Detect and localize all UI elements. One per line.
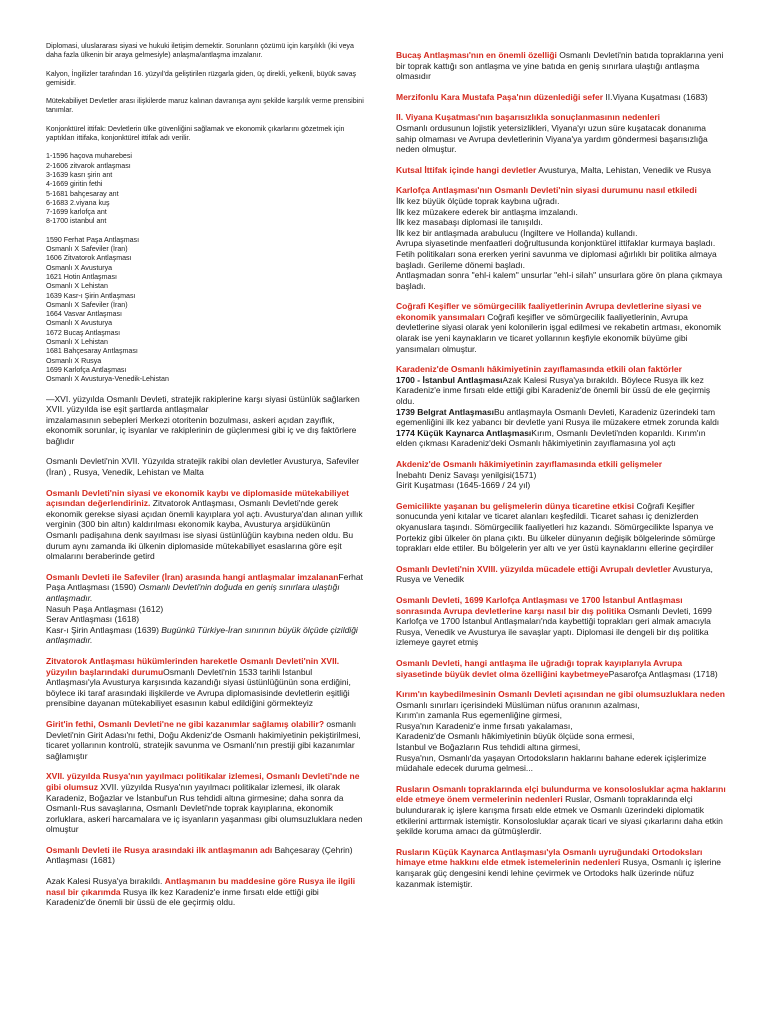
chronology-list <box>46 152 364 226</box>
paragraph <box>46 656 364 709</box>
section-zitvatorok-status <box>46 656 364 709</box>
list-item: 1621 Hotin Antlaşması <box>46 272 117 281</box>
section-body: Osmanlı Devleti, 1699 Karlofça ve 1700 İstanbul Antlaşmaları'nda kaybettiği toprakları geri almak amacıyla Rusya, Venedik ve Avusturya ile savaşlar yaptı. Diplomasi ile dengeli bir dış politika izlemeye gayret etmiş <box>396 605 712 648</box>
section-heading: Osmanlı Devleti ile Rusya arasındaki ilk antlaşmanın adı <box>46 844 273 855</box>
section-foreign-policy <box>396 595 726 648</box>
list-item: 2-1606 zitvarok antlaşması <box>46 161 131 170</box>
section-body: Kırım, Osmanlı Devleti'nden koparıldı. Kırım'ın elden çıkması Karadeniz'deki Osmanlı hâkimiyetinin zayıflamasına yol açtı <box>396 427 706 449</box>
list-item: 1606 Zitvatorok Antlaşması <box>46 254 132 263</box>
section-heading: Osmanlı Devleti ile Safeviler (İran) arasında hangi antlaşmalar imzalanan <box>46 571 339 582</box>
list-item: Osmanlı X Lehistan <box>46 338 108 347</box>
section-orthodox-protection <box>396 847 726 889</box>
list-item: 1-1596 haçova muharebesi <box>46 152 132 161</box>
section-russian-expansion <box>46 771 364 835</box>
list-item: 8-1700 istanbul ant <box>46 217 107 226</box>
treaty-name: 1700 - İstanbul Antlaşması <box>396 374 503 385</box>
section-black-sea <box>396 364 726 449</box>
paragraph <box>396 784 726 837</box>
section-heading: Karadeniz'de Osmanlı hâkimiyetinin zayıflamasında etkili olan faktörler <box>396 364 682 375</box>
paragraph <box>396 375 726 407</box>
intro-notes <box>46 42 364 385</box>
treaties-list <box>46 236 364 385</box>
section-heading: Gemicilikte yaşanan bu gelişmelerin dünya ticaretine etkisi <box>396 500 635 511</box>
reciprocity-definition: Mütekabiliyet Devletler arası ilişkilerde maruz kalınan davranışa aynı şekilde karşılık verme prensibini tanımlar. <box>46 97 364 115</box>
paragraph <box>396 165 726 176</box>
list-item: Osmanlı X Safeviler (İran) <box>46 245 128 254</box>
paragraph <box>396 50 726 82</box>
paragraph <box>396 564 726 585</box>
section-xviii-rivals <box>396 564 726 585</box>
section-heading: Antlaşmanın bu maddesine göre Rusya ile ilgili nasıl bir çıkarımda <box>46 876 356 897</box>
section-body: Osmanlı ordusunun lojistik yetersizlikleri, Viyana'yı uzun süre kuşatacak donanıma sahip olmaması ve Avrupa devletlerinin Viyana'ya yardım göndermesi başarısızlığa neden olmuştur. <box>396 122 708 155</box>
list-item: Karadeniz'de Osmanlı hâkimiyetinin büyük ölçüde sona ermesi, <box>396 731 635 742</box>
list-item: Osmanlı sınırları içerisindeki Müslüman nüfus oranının azalması, <box>396 699 640 710</box>
section-heading: Merzifonlu Kara Mustafa Paşa'nın düzenlediği sefer <box>396 91 604 102</box>
section-pasarofca <box>396 658 726 679</box>
treaty-name: 1774 Küçük Kaynarca Antlaşması <box>396 427 532 438</box>
section-body: osmanlı Devleti'nin Girit Adası'nı fethi, Doğu Akdeniz'de Osmanlı hakimiyetinin pekiştirilmesi, ticaret yollarının kontrolü, stratejik savunma ve Osmanlı'nın prestiji gibi kazanımlar sağlamıştır <box>46 718 361 761</box>
section-crete-conquest <box>46 719 364 761</box>
list-item: 1681 Bahçesaray Antlaşması <box>46 347 138 356</box>
section-holy-league <box>396 165 726 176</box>
paragraph: Osmanlı Devleti'nin XVII. Yüzyılda stratejik rakibi olan devletler Avusturya, Safeviler (İran) , Rusya, Venedik, Lehistan ve Malta <box>46 456 360 478</box>
section-merzifonlu <box>396 92 726 103</box>
section-heading: Osmanlı Devleti, 1699 Karlofça Antlaşması ve 1700 İstanbul Antlaşması sonrasında Avrupa devletlerine karşı nasıl bir dış politika <box>396 594 683 616</box>
list-item: Osmanlı X Lehistan <box>46 282 108 291</box>
list-item: Avrupa siyasetinde menfaatleri doğrultusunda konjonktürel ittifaklar kurmaya başladı. <box>396 238 716 249</box>
paragraph: imzalamasının sebepleri Merkezi otoritenin bozulması, askeri açıdan zayıflık, ekonomik sorunlar, iç isyanlar ve rakiplerinin de güçlenmesi gibi iç ve dış faktörlere bağlıdır <box>46 414 357 446</box>
section-body: Rusya, Osmanlı iç işlerine karışarak güç dengesini kendi lehine çevirmek ve Ortodoks halk üzerinde nüfuz kazanmak istemiştir. <box>396 857 722 889</box>
section-heading: Rusların Osmanlı topraklarında elçi bulundurma ve konsolosluklar açma haklarını elde etmeye önem vermelerinin nedenleri <box>396 783 726 805</box>
list-item: İlk kez masabaşı diplomasi ile tanışıldı. <box>396 217 543 228</box>
section-body: Bu antlaşmayla Osmanlı Devleti, Karadeniz üzerindeki tam egemenliğini ilk kez yabancı bir devletle yani Rusya ile müzakere etmek zorunda kaldı <box>396 406 720 428</box>
section-body: Ruslar, Osmanlı topraklarında elçi bulundurarak iç işlere karışma fırsatı elde etmek ve Osmanlı üzerindeki diplomatik etkilerini arttırmak istemiştir. Konsolosluklar açarak ticari ve siyasi çıkarlarını daha etkin şekilde koruma amacı da gütmüşlerdir. <box>396 794 723 837</box>
section-heading: Bucaş Antlaşması'nın en önemli özelliği <box>396 50 557 60</box>
list-item: 7-1699 karlofça ant <box>46 208 107 217</box>
list-item: Osmanlı X Rusya <box>46 356 102 365</box>
list-item: İlk kez bir antlaşmada arabulucu (İngiltere ve Hollanda) kullandı. <box>396 227 638 238</box>
list-item: İlk kez müzakere ederek bir antlaşma imzalandı. <box>396 206 578 217</box>
list-item: 4-1669 giritin fethi <box>46 180 103 189</box>
paragraph <box>396 301 726 354</box>
paragraph <box>46 876 364 908</box>
section-body: XVII. yüzyılda Rusya'nın yayılmacı politikalar izlemesi, ilk olarak Karadeniz, Boğazlar ve İstanbul'un Rus tehdidi altına girmesine; daha sonra da Osmanlı-Rus savaşlarına, Osmanlı Devleti'nde toprak kayıplarına, ekonomik zorluklara, askeri harcamalara ve iç isyanların yaşanması gibi olumsuzluklara neden olmuştur <box>46 781 363 835</box>
list-item: Antlaşmadan sonra "ehl-i kalem" unsurlar "ehl-i silah" unsurlara göre ön plana çıkmaya başladı. <box>396 270 723 291</box>
list-item: 5-1681 bahçesaray ant <box>46 189 119 198</box>
section-heading: Girit'in fethi, Osmanlı Devleti'ne ne gibi kazanımlar sağlamış olabilir? <box>46 718 325 729</box>
treaty-note: Bugünkü Türkiye-İran sınırının büyük ölçüde çizildiği antlaşmadır. <box>46 624 358 646</box>
paragraph <box>46 488 364 562</box>
treaty-nasuh-pasa: Nasuh Paşa Antlaşması (1612) <box>46 603 164 614</box>
section-first-russian-treaty <box>46 845 364 866</box>
paragraph <box>396 407 726 428</box>
section-body: Rusya ilk kez Karadeniz'e inme fırsatı elde ettiği gibi Karadeniz'de önemli bir üssü de ele geçirmiş oldu. <box>46 886 319 908</box>
list-item: Fetih politikaları sona ererken yerini savunma ve diplomasi ağırlıklı bir politika almaya başladı. Gerileme dönemi başladı. <box>396 248 717 270</box>
section-body: Coğrafi keşifler ve sömürgecilik faaliyetlerinin, Avrupa devletlerine siyasi olarak yeni kolonilerin işgal edilmesi ve rekabetin artması, ekonomik olarak ise yeni kaynakların ve ticaret yollarının keşfiyle ekonomik büyüme gibi yansımaları olmuştur. <box>396 311 722 354</box>
section-body: Bahçesaray (Çehrin) Antlaşması (1681) <box>46 844 353 866</box>
list-item: İnebahtı Deniz Savaşı yenilgisi(1571) <box>396 469 537 480</box>
paragraph <box>396 92 726 103</box>
kalyon-definition: Kalyon, İngilizler tarafından 16. yüzyıl'da geliştirilen rüzgarla giden, üç direkli, yelkenli, büyük savaş gemisidir. <box>46 69 357 87</box>
section-zitvatorok-loss <box>46 488 364 562</box>
list-item: 1590 Ferhat Paşa Antlaşması <box>46 235 140 244</box>
section-body: II.Viyana Kuşatması (1683) <box>603 91 708 102</box>
list-item: 1664 Vasvar Antlaşması <box>46 310 122 319</box>
list-item: Osmanlı X Avusturya <box>46 319 113 328</box>
section-body: Avusturya, Rusya ve Venedik <box>396 563 713 585</box>
list-item: Rusya'nın, Osmanlı'da yaşayan Ortodoksların haklarını bahane ederek içişlerimize müdahale edecek duruma gelmesi... <box>396 752 707 774</box>
list-item: İlk kez büyük ölçüde toprak kaybına uğradı. <box>396 195 560 206</box>
paragraph <box>46 845 364 866</box>
list-item: Girit Kuşatması (1645-1669 / 24 yıl) <box>396 480 531 491</box>
section-heading: Kutsal İttifak içinde hangi devletler <box>396 164 537 175</box>
paragraph <box>396 428 726 449</box>
list-item: Osmanlı X Avusturya-Venedik-Lehistan <box>46 375 169 384</box>
section-azak-fortress <box>46 876 364 908</box>
section-body: Azak Kalesi Rusya'ya bırakıldı. <box>46 876 165 887</box>
section-body: Azak Kalesi Rusya'ya bırakıldı. Böylece Rusya ilk kez Karadeniz'e inme fırsatı elde ettiği gibi Karadeniz'de önemli bir üssü de ele geçirmiş oldu. <box>396 374 711 407</box>
section-safavid-treaties <box>46 572 364 646</box>
section-heading: XVII. yüzyılda Rusya'nın yayılmacı politikalar izlemesi, Osmanlı Devleti'nde ne gibi olumsuz <box>46 771 360 792</box>
paragraph <box>396 847 726 889</box>
treaty-ferhat-pasa: Ferhat Paşa Antlaşması (1590) <box>46 571 363 593</box>
paragraph <box>396 658 726 679</box>
treaty-serav: Serav Antlaşması (1618) <box>46 614 140 625</box>
conjunctural-alliance-definition: Konjonktürel ittifak: Devletlerin ülke güvenliğini sağlamak ve ekonomik çıkarlarını gözetmek için yaptıkları ittifaka, konjonktürel ittifak adı verilir. <box>46 124 345 143</box>
list-item: 3-1639 kasrı şirin ant <box>46 170 113 179</box>
section-xvi-xvii <box>46 394 364 447</box>
paragraph <box>46 625 364 646</box>
section-heading: Kırım'ın kaybedilmesinin Osmanlı Devleti açısından ne gibi olumsuzluklara neden <box>396 689 725 700</box>
section-vienna-siege <box>396 112 726 154</box>
section-heading: Coğrafi Keşifler ve sömürgecilik faaliyetlerinin Avrupa devletlerine siyasi ve ekonomik yansımaları <box>396 301 702 322</box>
treaty-kasr-i-sirin: Kasr-ı Şirin Antlaşması (1639) <box>46 624 162 635</box>
section-russian-consulates <box>396 784 726 837</box>
list-item: Kırım'ın zamanla Rus egemenliğine girmesi, <box>396 710 563 721</box>
section-bucas <box>396 50 726 82</box>
list-item: 1672 Bucaş Antlaşması <box>46 328 121 337</box>
paragraph <box>46 771 364 835</box>
section-heading: Zitvatorok Antlaşması hükümlerinden hareketle Osmanlı Devleti'nin XVII. yüzyılın başlarındaki durumu <box>46 655 340 677</box>
paragraph <box>46 719 364 761</box>
section-crimea-loss <box>396 689 726 774</box>
section-heading: Osmanlı Devleti, hangi antlaşma ile uğradığı toprak kayıplarıyla Avrupa siyasetinde büyük devlet olma özelliğini kaybetmeye <box>396 657 683 679</box>
section-body: Pasarofça Antlaşması (1718) <box>608 668 718 679</box>
section-heading: Karlofça Antlaşması'nın Osmanlı Devleti'nin siyasi durumunu nasıl etkiledi <box>396 185 697 196</box>
section-karlofca-effects <box>396 185 726 291</box>
left-column <box>46 0 364 918</box>
section-heading: Akdeniz'de Osmanlı hâkimiyetinin zayıflamasında etkili gelişmeler <box>396 459 663 469</box>
left-main-text <box>46 394 364 908</box>
section-geographic-discoveries <box>396 301 726 354</box>
list-item: Osmanlı X Safeviler (İran) <box>46 300 128 309</box>
section-body: Coğrafi Keşifler sonucunda yeni kıtalar ve ticaret alanları keşfedildi. Ticaret sahası iç denizlerden okyanuslara taşındı. Sömürgecilik faaliyetleri hız kazandı. Sömürgecilikte İspanya ve Portekiz gibi ülkeler ön plana çıktı. Bu ülkeler dünyanın değişik bölgelerinde sömürge toprakları elde ettiler. Bu bölgelerin yer altı ve yer üstü kaynaklarını ellerine geçirdiler <box>396 500 716 554</box>
section-rivals <box>46 456 364 477</box>
section-body: Osmanlı Devleti'nin 1533 tarihli İstanbul Antlaşması'yla Avusturya karşısında kazandığı siyasi üstünlüğünün sona erdiğini, böylece iki taraf arasındaki ilişkilerde ve Avrupa diplomasisinde devletlerin eşitliği prensibine dayanan mütekabiliyet esasının kabul edildiğini görmekteyiz <box>46 666 351 709</box>
list-item: İstanbul ve Boğazların Rus tehdidi altına girmesi, <box>396 742 581 753</box>
right-column <box>396 0 726 899</box>
diplomacy-definition: Diplomasi, uluslararası siyasi ve hukuki iletişim demektir. Sorunların çözümü için karşılıklı (iki veya daha fazla ülkenin bir araya gelmesiyle) anlaşma/antlaşma imzalanır. <box>46 42 354 60</box>
section-body: Zitvatorok Antlaşması, Osmanlı Devleti'nde gerek ekonomik gerekse siyasi açıdan önemli kayıplara yol açtı. Avusturya'dan alınan yıllık verginin (300 bin altın) kaldırılması ekonomik kayba, Avusturya arşidükünün Osmanlı padişahına denk sayılması ise siyasi üstünlüğün kaybına neden oldu. Bu durum aynı zamanda iki ülkenin diplomaside mütekabiliyet esaslarına göre eşit olmalarını beraberinde getird <box>46 498 363 562</box>
paragraph: —XVI. yüzyılda Osmanlı Devleti, stratejik rakiplerine karşı siyasi üstünlük sağlarken XVII. yüzyılda ise eşit şartlarda antlaşmalar <box>46 393 360 415</box>
list-item: 1699 Karlofça Antlaşması <box>46 365 127 374</box>
list-item: Osmanlı X Avusturya <box>46 263 113 272</box>
paragraph <box>396 501 726 554</box>
section-body: Avusturya, Malta, Lehistan, Venedik ve Rusya <box>536 164 711 175</box>
section-heading: Rusların Küçük Kaynarca Antlaşması'yla Osmanlı uyruğundaki Ortodoksları himaye etme hakkını elde etmek istemelerinin nedenleri <box>396 846 703 868</box>
treaty-note: Osmanlı Devleti'nin doğuda en geniş sınırlara ulaştığı antlaşmadır. <box>46 582 340 603</box>
paragraph <box>46 572 364 604</box>
treaty-name: 1739 Belgrat Antlaşması <box>396 406 494 417</box>
section-body: Osmanlı Devleti'nin batıda topraklarına yeni bir toprak kattığı son antlaşma ve yine batıda en geniş sınırlara ulaştığı antlaşma olmasıdır <box>396 50 724 82</box>
section-heading: Osmanlı Devleti'nin siyasi ve ekonomik kaybı ve diplomaside mütekabiliyet açısından değerlendiriniz. <box>46 487 349 509</box>
section-heading: II. Viyana Kuşatması'nın başarısızlıkla sonuçlanmasının nedenleri <box>396 112 661 123</box>
list-item: Rusya'nın Karadeniz'e inme fırsatı yakalaması, <box>396 720 573 731</box>
list-item: 1639 Kasr-ı Şirin Antlaşması <box>46 291 136 300</box>
section-mediterranean <box>396 459 726 491</box>
section-heading: Osmanlı Devleti'nin XVIII. yüzyılda mücadele ettiği Avrupalı devletler <box>396 563 671 574</box>
list-item: 6-1683 2.viyana kuş <box>46 198 110 207</box>
section-shipping-trade <box>396 501 726 554</box>
paragraph <box>396 595 726 648</box>
